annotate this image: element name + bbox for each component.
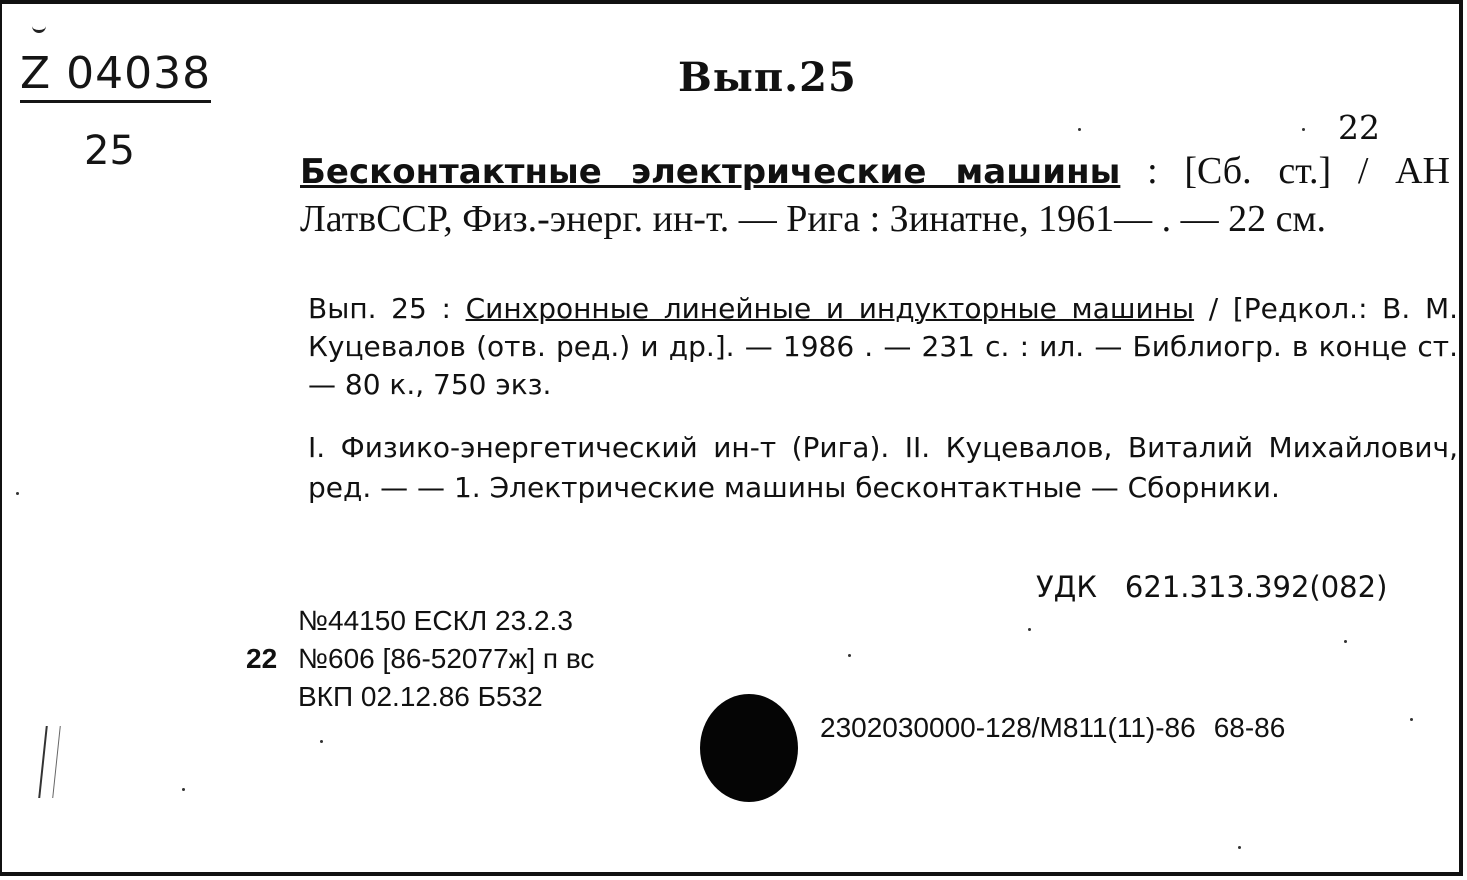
isbn-code: 2302030000-128/М811(11)-86 [820, 712, 1196, 743]
speck [1028, 628, 1031, 631]
margin-pencil-stroke [38, 726, 61, 798]
tracings: I. Физико-энергетический ин-т (Рига). II. Куцевалов, Виталий Михайлович, ред. — — 1. Электрические машины бесконтактные — Сборники. [308, 431, 1458, 504]
main-entry [246, 148, 1450, 243]
stats-block [246, 602, 594, 716]
speck [182, 788, 185, 791]
speck [1238, 846, 1241, 849]
speck [16, 492, 19, 495]
card-number: 22 [1338, 108, 1380, 147]
udc-value: 621.313.392(082) [1124, 570, 1388, 604]
check-mark [32, 22, 46, 33]
volume-title: Синхронные линейные и индукторные машины [465, 292, 1195, 325]
volume-entry [246, 290, 1458, 404]
speck [1302, 128, 1305, 131]
issue-heading: Вып.25 [678, 54, 857, 101]
main-title: Бесконтактные электрические машины [300, 152, 1121, 192]
volume-prefix: Вып. 25 : [308, 292, 451, 325]
stats-line-2: 22 №606 [86-52077ж] п вс [246, 643, 595, 674]
speck [1410, 718, 1413, 721]
udc-label: УДК [1036, 570, 1097, 604]
speck [320, 740, 323, 743]
speck [1078, 128, 1081, 131]
ink-blot [700, 694, 798, 802]
stats-line-1: №44150 ЕСКЛ 23.2.3 [298, 605, 573, 636]
volume-details: / [Редкол.: В. М. Куцевалов (отв. ред.) и др.]. — 1986 . — 231 с. : ил. — Библиогр. в конце ст. — 80 к., 750 экз. [308, 292, 1458, 401]
udc-line [1036, 570, 1387, 604]
shelfmark: Z 04038 [20, 50, 211, 103]
stats-line-3: ВКП 02.12.86 Б532 [298, 681, 543, 712]
handwritten-volume-number: 25 [84, 128, 135, 174]
isbn-year: 68-86 [1213, 712, 1286, 743]
isbn-line [820, 712, 1285, 744]
main-entry-details: : [Сб. ст.] / АН ЛатвССР, Физ.-энерг. ин-т. — Рига : Зинатне, 1961— . — 22 см. [300, 150, 1450, 240]
speck [1344, 640, 1347, 643]
speck [848, 654, 851, 657]
